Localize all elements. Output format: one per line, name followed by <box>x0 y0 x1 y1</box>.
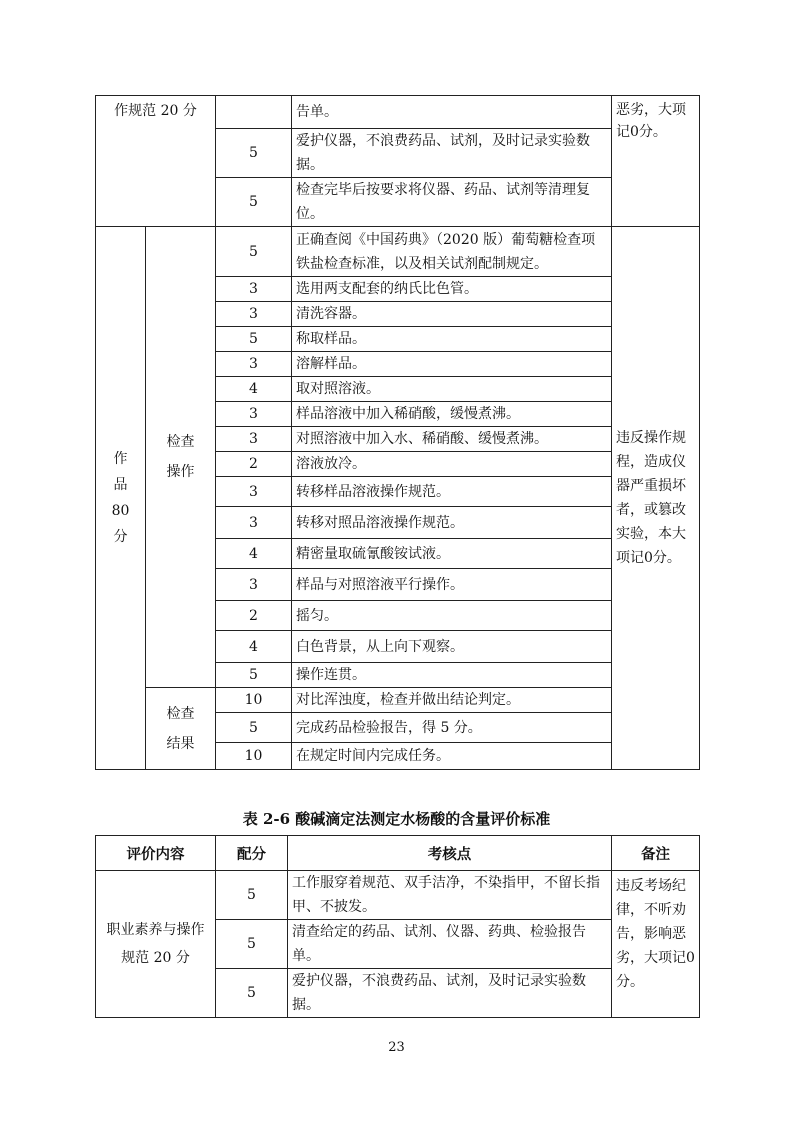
assessment-point: 称取样品。 <box>292 327 612 352</box>
assessment-point: 告单。 <box>292 96 612 129</box>
score-cell: 5 <box>216 129 292 178</box>
score-cell: 4 <box>216 631 292 663</box>
assessment-point: 选用两支配套的纳氏比色管。 <box>292 277 612 302</box>
score-cell: 3 <box>216 569 292 601</box>
category-work-char: 80 <box>111 503 130 519</box>
header-score: 配分 <box>216 836 288 871</box>
score-cell: 5 <box>216 920 288 969</box>
assessment-point: 样品与对照溶液平行操作。 <box>292 569 612 601</box>
score-cell: 2 <box>216 601 292 631</box>
page-number: 23 <box>388 1040 405 1055</box>
assessment-point: 摇匀。 <box>292 601 612 631</box>
score-cell: 3 <box>216 352 292 377</box>
assessment-point: 爱护仪器，不浪费药品、试剂，及时记录实验数据。 <box>292 129 612 178</box>
assessment-point: 清洗容器。 <box>292 302 612 327</box>
score-cell: 4 <box>216 539 292 569</box>
assessment-point: 取对照溶液。 <box>292 377 612 402</box>
score-cell: 5 <box>216 227 292 277</box>
category-work <box>96 227 146 770</box>
score-cell: 2 <box>216 452 292 477</box>
score-cell: 5 <box>216 178 292 227</box>
score-cell: 10 <box>216 688 292 713</box>
subcategory-operation-line: 操作 <box>166 464 195 480</box>
score-cell <box>216 96 292 129</box>
score-cell: 3 <box>216 507 292 539</box>
assessment-point: 样品溶液中加入稀硝酸，缓慢煮沸。 <box>292 402 612 427</box>
assessment-point: 在规定时间内完成任务。 <box>292 743 612 770</box>
assessment-point: 对照溶液中加入水、稀硝酸、缓慢煮沸。 <box>292 427 612 452</box>
assessment-point: 爱护仪器，不浪费药品、试剂，及时记录实验数据。 <box>288 969 612 1018</box>
category-professional: 职业素养与操作规范 20 分 <box>96 871 216 1018</box>
category-professional: 作规范 20 分 <box>96 96 216 227</box>
score-cell: 3 <box>216 302 292 327</box>
assessment-point: 清查给定的药品、试剂、仪器、药典、检验报告单。 <box>288 920 612 969</box>
score-cell: 3 <box>216 277 292 302</box>
assessment-point: 检查完毕后按要求将仪器、药品、试剂等清理复位。 <box>292 178 612 227</box>
table-caption: 表 2-6 酸碱滴定法测定水杨酸的含量评价标准 <box>242 810 551 828</box>
evaluation-table-continued <box>95 95 700 770</box>
score-cell: 3 <box>216 477 292 507</box>
score-cell: 4 <box>216 377 292 402</box>
score-cell: 5 <box>216 871 288 920</box>
assessment-point: 正确查阅《中国药典》（2020 版）葡萄糖检查项铁盐检查标准，以及相关试剂配制规定。 <box>292 227 612 277</box>
assessment-point: 操作连贯。 <box>292 663 612 688</box>
note-professional: 违反考场纪律，不听劝告，影响恶劣，大项记0分。 <box>612 871 700 1018</box>
score-cell: 5 <box>216 327 292 352</box>
assessment-point: 溶解样品。 <box>292 352 612 377</box>
assessment-point: 白色背景，从上向下观察。 <box>292 631 612 663</box>
note-professional: 恶劣，大项记0分。 <box>612 96 700 227</box>
subcategory-result-line: 结果 <box>166 735 195 752</box>
assessment-point: 对比浑浊度，检查并做出结论判定。 <box>292 688 612 713</box>
assessment-point: 转移对照品溶液操作规范。 <box>292 507 612 539</box>
subcategory-operation-line: 检查 <box>166 434 195 450</box>
score-cell: 5 <box>216 663 292 688</box>
note-work: 违反操作规程，造成仪器严重损坏者，或篡改实验，本大项记0分。 <box>612 227 700 770</box>
category-work-char: 作 <box>113 451 128 467</box>
assessment-point: 工作服穿着规范、双手洁净，不染指甲，不留长指甲、不披发。 <box>288 871 612 920</box>
subcategory-result-line: 检查 <box>166 705 195 722</box>
assessment-point: 精密量取硫氰酸铵试液。 <box>292 539 612 569</box>
header-note: 备注 <box>612 836 700 871</box>
header-point: 考核点 <box>288 836 612 871</box>
subcategory-result <box>146 688 216 770</box>
assessment-point: 完成药品检验报告，得 5 分。 <box>292 713 612 743</box>
category-work-char: 分 <box>113 529 128 545</box>
score-cell: 3 <box>216 427 292 452</box>
score-cell: 10 <box>216 743 292 770</box>
header-content: 评价内容 <box>96 836 216 871</box>
score-cell: 5 <box>216 713 292 743</box>
subcategory-operation <box>146 227 216 688</box>
evaluation-table-2-6 <box>95 835 700 1018</box>
score-cell: 5 <box>216 969 288 1018</box>
score-cell: 3 <box>216 402 292 427</box>
assessment-point: 溶液放冷。 <box>292 452 612 477</box>
assessment-point: 转移样品溶液操作规范。 <box>292 477 612 507</box>
category-work-char: 品 <box>113 477 128 493</box>
